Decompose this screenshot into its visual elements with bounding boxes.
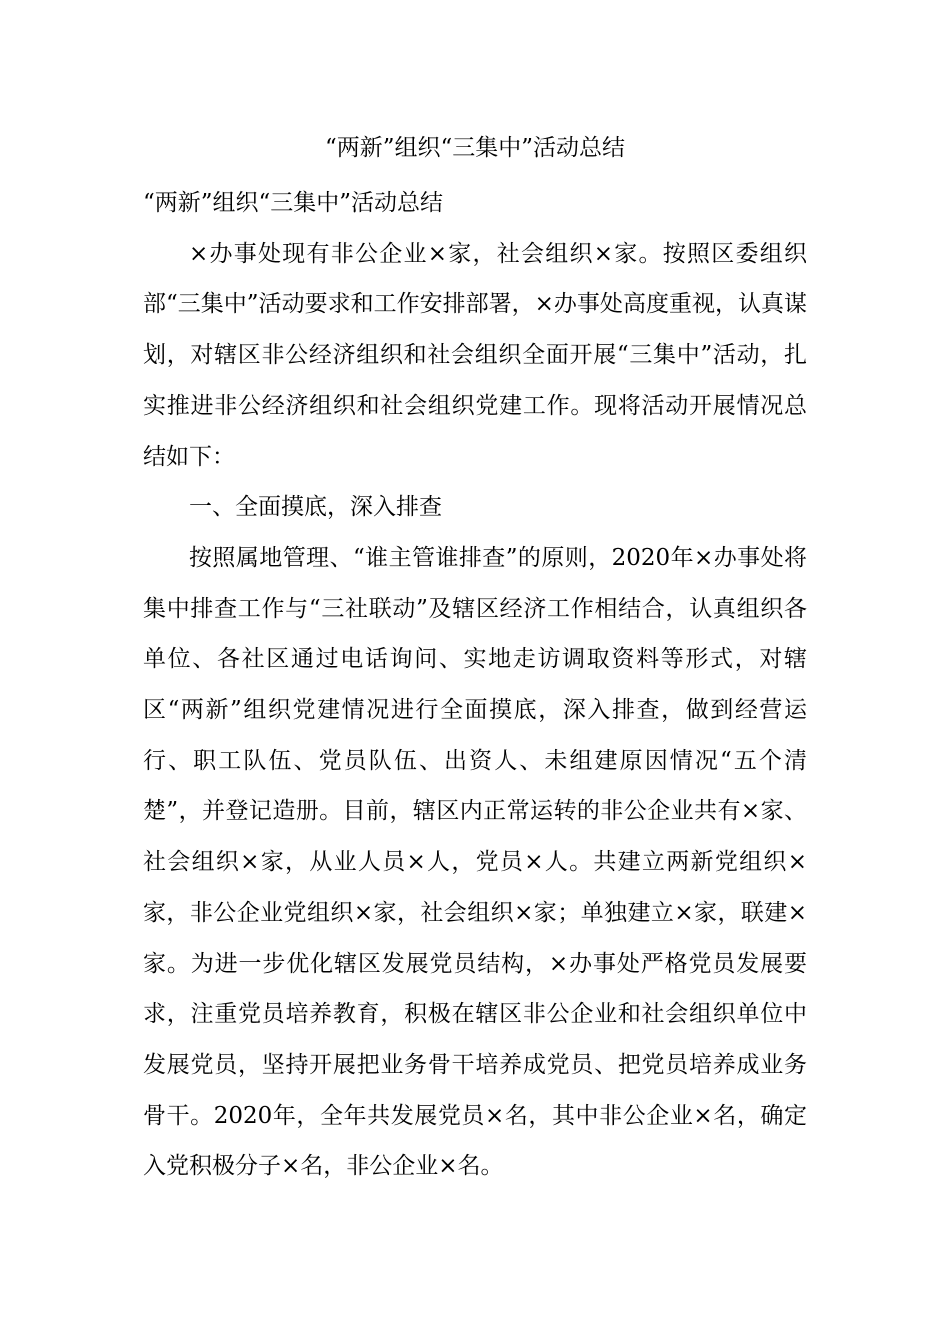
document-title: “两新”组织“三集中”活动总结 <box>324 135 626 161</box>
subtitle-line: “两新”组织“三集中”活动总结 <box>143 190 444 216</box>
document-body <box>143 178 807 1192</box>
intro-paragraph: ×办事处现有非公企业×家，社会组织×家。按照区委组织部“三集中”活动要求和工作安排部署，×办事处高度重视，认真谋划，对辖区非公经济组织和社会组织全面开展“三集中”活动，扎实推进非公经济组织和社会组织党建工作。现将活动开展情况总结如下： <box>143 240 807 470</box>
section-paragraph: 按照属地管理、“谁主管谁排查”的原则，2020年×办事处将集中排查工作与“三社联动”及辖区经济工作相结合，认真组织各单位、各社区通过电话询问、实地走访调取资料等形式，对辖区“两新”组织党建情况进行全面摸底，深入排查，做到经营运行、职工队伍、党员队伍、出资人、未组建原因情况“五个清楚”，并登记造册。目前，辖区内正常运转的非公企业共有×家、社会组织×家，从业人员×人，党员×人。共建立两新党组织×家，非公企业党组织×家，社会组织×家；单独建立×家，联建×家。为进一步优化辖区发展党员结构，×办事处严格党员发展要求，注重党员培养教育，积极在辖区非公企业和社会组织单位中发展党员，坚持开展把业务骨干培养成党员、把党员培养成业务骨干。2020年，全年共发展党员×名，其中非公企业×名，确定入党积极分子×名，非公企业×名。 <box>143 544 807 1180</box>
section-heading: 一、全面摸底，深入排查 <box>189 494 442 521</box>
